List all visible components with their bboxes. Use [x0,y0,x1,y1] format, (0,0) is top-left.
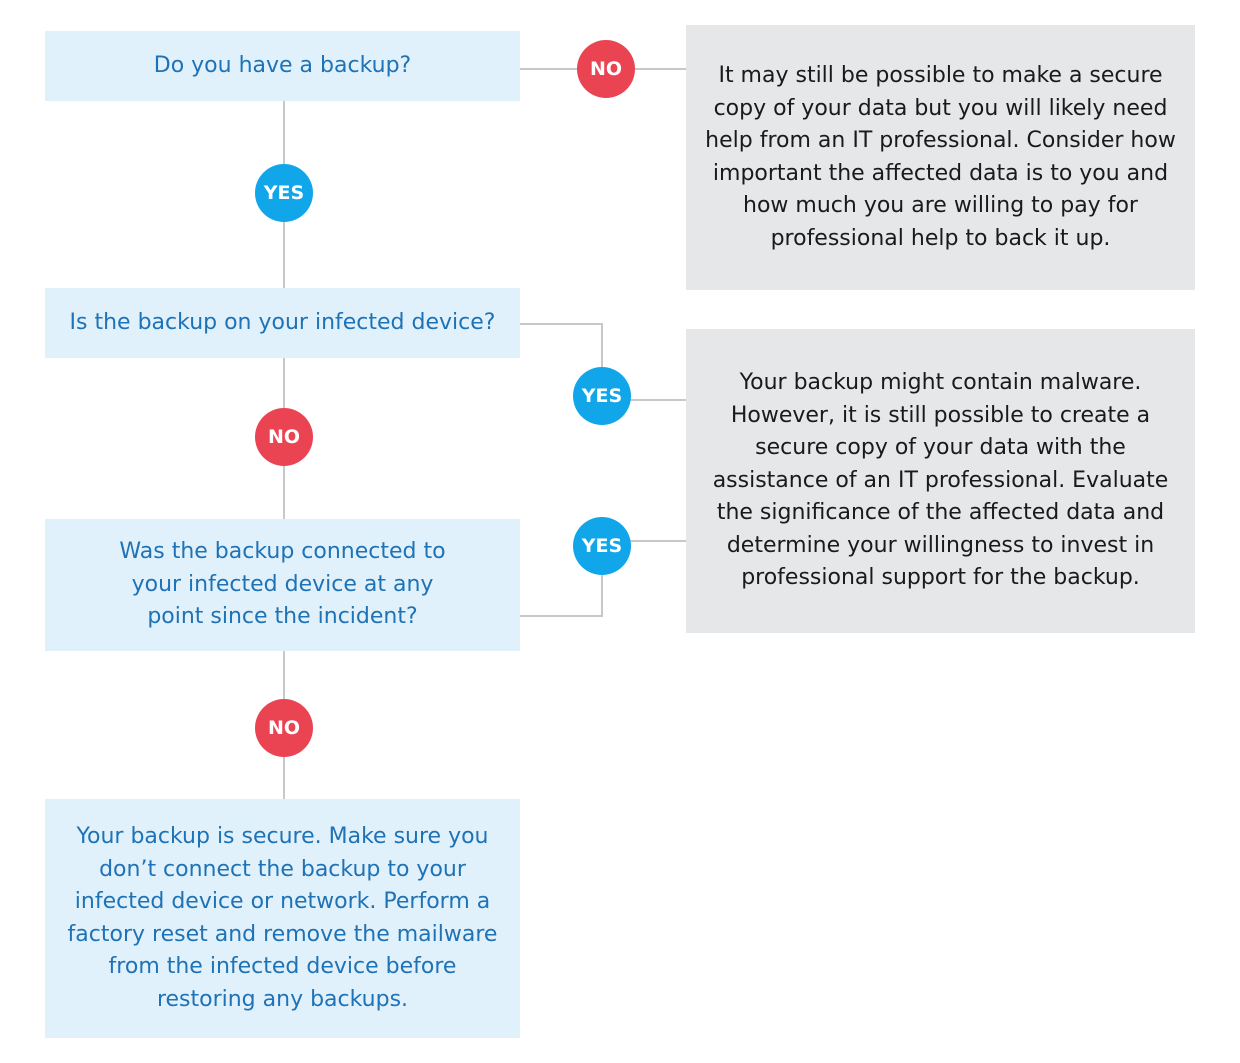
no-badge-q2: NO [255,408,313,466]
yes-badge-q3: YES [573,517,631,575]
outcome-no-backup-text: It may still be possible to make a secure copy of your data but you will likely need help from an IT professional. Consider how important the affected data is to you and how much you are willing to pay for professional help to back it up. [705,63,1176,251]
outcome-backup-secure [45,799,520,1038]
question-have-backup-text: Do you have a backup? [153,52,412,78]
question-backup-connected [45,519,520,651]
yes-badge-q2: YES [573,367,631,425]
question-backup-connected-text: Was the backup connected to your infected device at any point since the incident? [119,539,446,630]
no-badge-q1: NO [577,40,635,98]
no-badge-q3: NO [255,699,313,757]
question-backup-on-device-text: Is the backup on your infected device? [69,309,496,335]
yes-badge-q1: YES [255,164,313,222]
question-backup-on-device [45,288,520,358]
question-have-backup [45,31,520,101]
outcome-malware-risk [686,329,1195,633]
outcome-malware-risk-text: Your backup might contain malware. However, it is still possible to create a secure copy of your data with the assistance of an IT professional. Evaluate the significance of the affected data and determine your willingness to invest in professional support for the backup. [712,370,1169,591]
outcome-no-backup [686,25,1195,290]
outcome-backup-secure-text: Your backup is secure. Make sure you don’t connect the backup to your infected device or network. Perform a factory reset and remove the mailware from the infected device before restoring any backups. [67,824,498,1012]
